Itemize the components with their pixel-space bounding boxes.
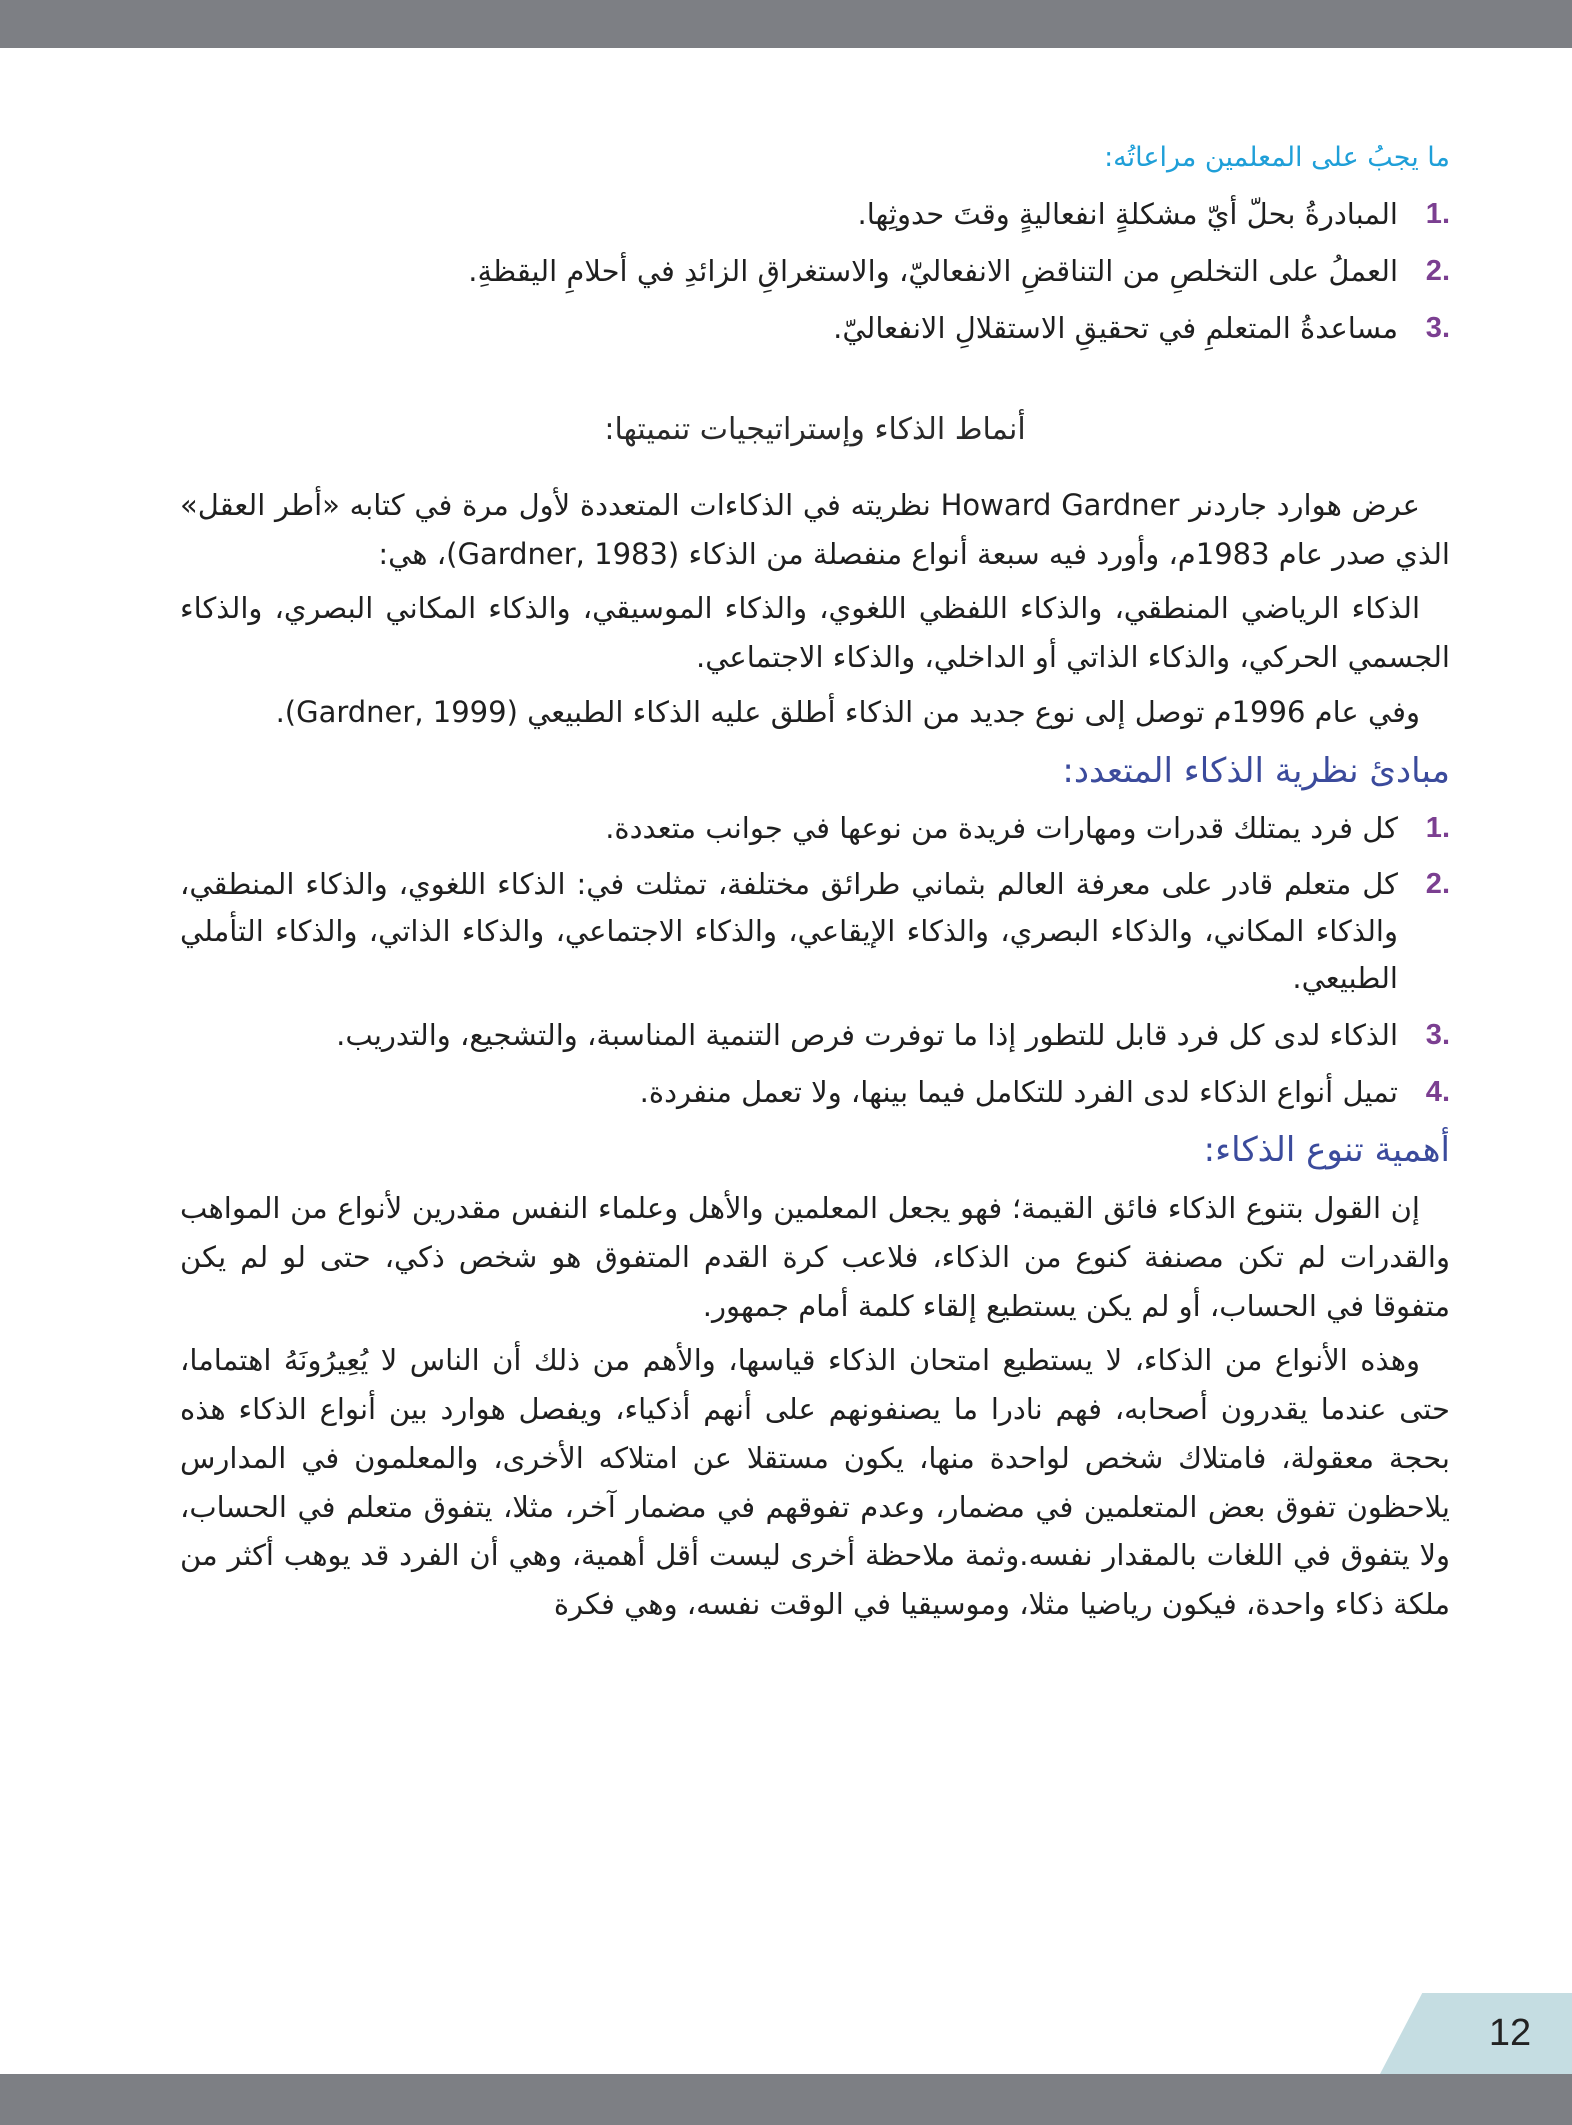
naturalist-paragraph: وفي عام 1996م توصل إلى نوع جديد من الذكاء أطلق عليه الذكاء الطبيعي (Gardner, 1999). [275, 694, 1420, 729]
list-item [180, 1012, 1450, 1059]
list-item [180, 861, 1450, 1002]
list-item [180, 1069, 1450, 1116]
diversity-importance-heading: أهمية تنوع الذكاء: [1203, 1130, 1450, 1171]
list-item [180, 248, 1450, 295]
item-text: الذكاء لدى كل فرد قابل للتطور إذا ما توفرت فرص التنمية المناسبة، والتشجيع، والتدريب. [336, 1018, 1398, 1053]
item-number: .2 [1425, 868, 1450, 901]
list-item [180, 305, 1450, 352]
teachers-considerations-heading: ما يجبُ على المعلمين مراعاتُه: [1104, 142, 1450, 173]
item-text: تميل أنواع الذكاء لدى الفرد للتكامل فيما بينها، ولا تعمل منفردة. [639, 1075, 1398, 1110]
item-number: .4 [1425, 1076, 1450, 1109]
seven-intelligences-paragraph: الذكاء الرياضي المنطقي، والذكاء اللفظي اللغوي، والذكاء الموسيقي، والذكاء المكاني البصري، والذكاء الجسمي الحركي، والذكاء الذاتي أو الداخلي، والذكاء الاجتماعي. [180, 591, 1450, 675]
page-content [180, 120, 1450, 1635]
intelligence-types-heading: أنماط الذكاء وإستراتيجيات تنميتها: [604, 411, 1026, 447]
item-number: .1 [1425, 198, 1450, 230]
item-number: .2 [1425, 254, 1450, 287]
item-number: .1 [1425, 811, 1450, 844]
list-item [180, 805, 1450, 852]
item-text: العملُ على التخلصِ من التناقضِ الانفعاليّ، والاستغراقِ الزائدِ في أحلامِ اليقظةِ. [468, 253, 1398, 288]
item-number: .3 [1425, 311, 1450, 344]
list-item [180, 191, 1450, 238]
top-bar [0, 0, 1572, 48]
item-text: كل فرد يمتلك قدرات ومهارات فريدة من نوعها في جوانب متعددة. [605, 810, 1398, 845]
principles-list [180, 805, 1450, 1117]
gardner-intro-paragraph: عرض هوارد جاردنر Howard Gardner نظريته في الذكاءات المتعددة لأول مرة في كتابه «أطر العقل» الذي صدر عام 1983م، وأورد فيه سبعة أنواع منفصلة من الذكاء (Gardner, 1983)، هي: [180, 487, 1450, 571]
diversity-paragraph-2: وهذه الأنواع من الذكاء، لا يستطيع امتحان الذكاء قياسها، والأهم من ذلك أن الناس لا يُعِيرُونَهُ اهتماما، حتى عندما يقدرون أصحابه، فهم نادرا ما يصنفونهم على أنهم أذكياء، ويفصل هوارد بين أنواع الذكاء هذه بحجة معقولة، فامتلاك شخص لواحدة منها، يكون مستقلا عن امتلاكه الأخرى، والمعلمون في المدارس يلاحظون تفوق بعض المتعلمين في مضمار، وعدم تفوقهم في مضمار آخر، مثلا، يتفوق متعلم في الحساب، ولا يتفوق في اللغات بالمقدار نفسه.وثمة ملاحظة أخرى ليست أقل أهمية، وهي أن الفرد قد يوهب أكثر من ملكة ذكاء واحدة، فيكون رياضيا مثلا، وموسيقيا في الوقت نفسه، وهي فكرة [180, 1343, 1450, 1622]
diversity-paragraph-1: إن القول بتنوع الذكاء فائق القيمة؛ فهو يجعل المعلمين والأهل وعلماء النفس مقدرين لأنواع من المواهب والقدرات لم تكن مصنفة كنوع من الذكاء، فلاعب كرة القدم المتفوق هو شخص ذكي، حتى لو لم يكن متفوقا في الحساب، أو لم يكن يستطيع إلقاء كلمة أمام جمهور. [180, 1191, 1450, 1323]
page-number: 12 [1488, 2012, 1532, 2054]
item-text: كل متعلم قادر على معرفة العالم بثماني طرائق مختلفة، تمثلت في: الذكاء اللغوي، والذكاء المنطقي، والذكاء المكاني، والذكاء البصري، والذكاء الإيقاعي، والذكاء الاجتماعي، والذكاء الذاتي، والذكاء التأملي الطبيعي. [180, 867, 1398, 996]
bottom-bar [0, 2074, 1572, 2125]
considerations-list [180, 191, 1450, 352]
theory-principles-heading: مبادئ نظرية الذكاء المتعدد: [1062, 750, 1450, 791]
item-number: .3 [1425, 1019, 1450, 1052]
item-text: مساعدةُ المتعلمِ في تحقيقِ الاستقلالِ الانفعاليّ. [833, 310, 1398, 345]
item-text: المبادرةُ بحلّ أيّ مشكلةٍ انفعاليةٍ وقتَ حدوثِها. [857, 197, 1398, 231]
